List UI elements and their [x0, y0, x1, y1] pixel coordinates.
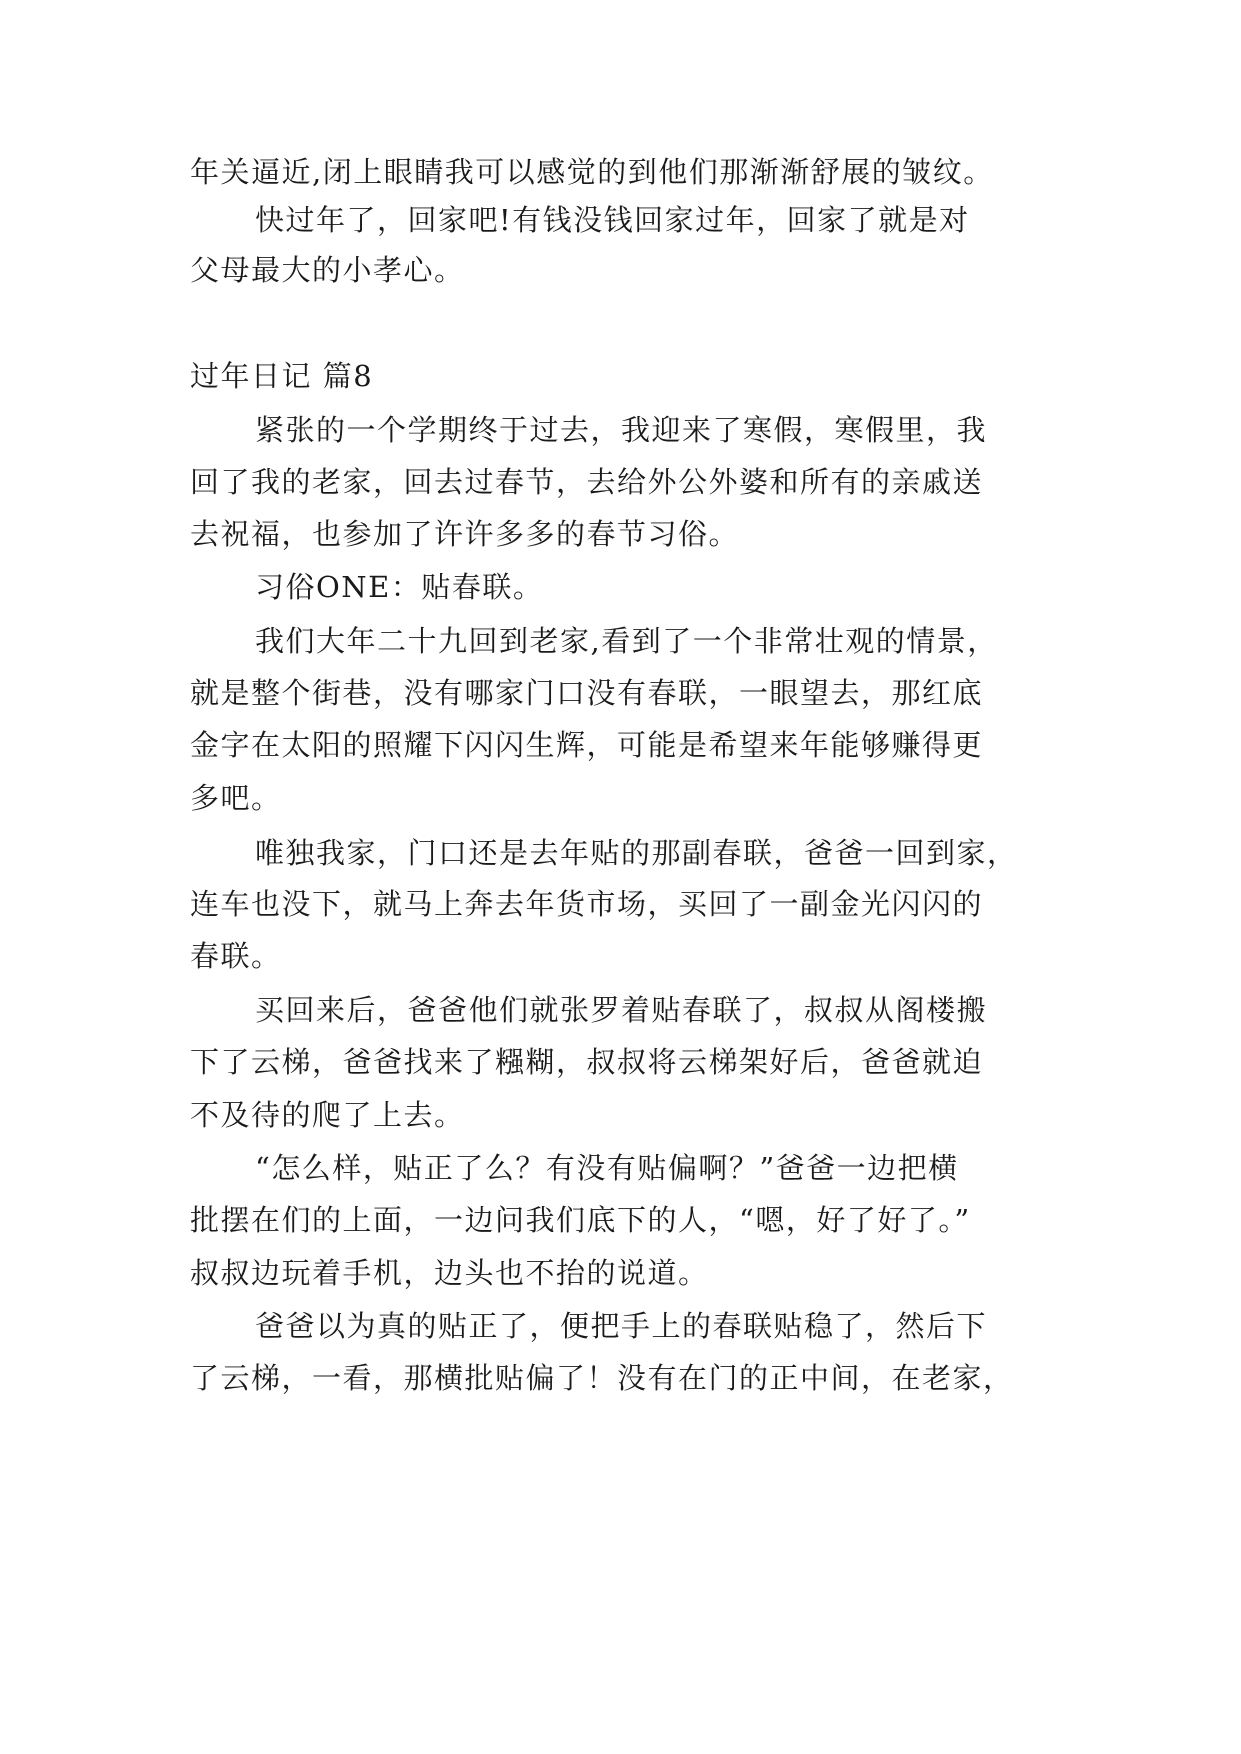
- paragraph-line: 紧张的一个学期终于过去，我迎来了寒假，寒假里，我: [255, 413, 988, 447]
- paragraph-line: 叔叔边玩着手机，边头也不抬的说道。: [190, 1256, 709, 1290]
- paragraph-line: “怎么样，贴正了么？有没有贴偏啊？”爸爸一边把横: [255, 1151, 959, 1185]
- paragraph-line: 下了云梯，爸爸找来了糨糊，叔叔将云梯架好后，爸爸就迫: [190, 1045, 984, 1079]
- paragraph-line: 回了我的老家，回去过春节，去给外公外婆和所有的亲戚送: [190, 465, 984, 499]
- paragraph-line: 批摆在们的上面，一边问我们底下的人，“嗯，好了好了。”: [190, 1203, 971, 1237]
- paragraph-line: 父母最大的小孝心。: [190, 253, 465, 287]
- paragraph-line: 快过年了，回家吧!有钱没钱回家过年，回家了就是对: [255, 203, 970, 237]
- paragraph-line: 买回来后，爸爸他们就张罗着贴春联了，叔叔从阁楼搬: [255, 993, 988, 1027]
- paragraph-line: 了云梯，一看，那横批贴偏了！没有在门的正中间，在老家，: [190, 1361, 1014, 1395]
- paragraph-line: 我们大年二十九回到老家,看到了一个非常壮观的情景，: [255, 624, 998, 658]
- section-heading: 过年日记 篇8: [190, 359, 374, 393]
- paragraph-line: 习俗ONE：贴春联。: [255, 570, 544, 604]
- paragraph-line: 爸爸以为真的贴正了，便把手上的春联贴稳了，然后下: [255, 1309, 988, 1343]
- paragraph-line: 去祝福，也参加了许许多多的春节习俗。: [190, 517, 740, 551]
- paragraph-line: 多吧。: [190, 781, 282, 815]
- paragraph-line: 不及待的爬了上去。: [190, 1098, 465, 1132]
- paragraph-line: 唯独我家，门口还是去年贴的那副春联，爸爸一回到家，: [255, 836, 1018, 870]
- paragraph-line: 年关逼近,闭上眼睛我可以感觉的到他们那渐渐舒展的皱纹。: [190, 155, 994, 189]
- paragraph-line: 春联。: [190, 939, 282, 973]
- paragraph-line: 连车也没下，就马上奔去年货市场，买回了一副金光闪闪的: [190, 887, 984, 921]
- paragraph-line: 金字在太阳的照耀下闪闪生辉，可能是希望来年能够赚得更: [190, 728, 984, 762]
- paragraph-line: 就是整个街巷，没有哪家门口没有春联，一眼望去，那红底: [190, 676, 984, 710]
